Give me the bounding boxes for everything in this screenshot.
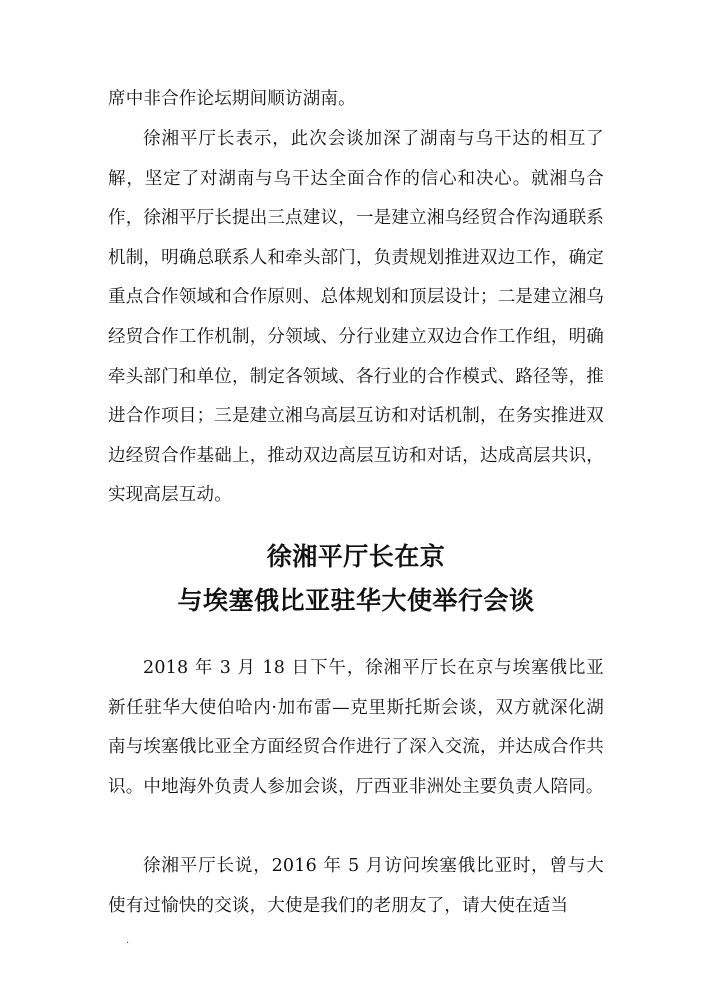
paragraph-ethiopia-visit: 徐湘平厅长说，2016 年 5 月访问埃塞俄比亚时，曾与大使有过愉快的交谈，大使是我们的老朋友了，请大使在适当 <box>108 856 604 916</box>
paragraph-hunan-uganda-proposals: 徐湘平厅长表示，此次会谈加深了湖南与乌干达的相互了解，坚定了对湖南与乌干达全面合作的信心和决心。就湘乌合作，徐湘平厅长提出三点建议，一是建立湘乌经贸合作沟通联系机制，明确总联系人和牵头部门，负责规划推进双边工作，确定重点合作领域和合作原则、总体规划和顶层设计；二是建立湘乌经贸合作工作机制，分领域、分行业建立双边合作工作组，明确牵头部门和单位，制定各领域、各行业的合作模式、路径等，推进合作项目；三是建立湘乌高层互访和对话机制，在务实推进双边经贸合作基础上，推动双边高层互访和对话，达成高层共识，实现高层互动。 <box>108 129 604 506</box>
article-title-line-1: 徐湘平厅长在京 <box>266 542 446 571</box>
paragraph-continuation: 席中非合作论坛期间顺访湖南。 <box>108 89 356 109</box>
paragraph-ethiopia-meeting: 2018 年 3 月 18 日下午，徐湘平厅长在京与埃塞俄比亚新任驻华大使伯哈内·加布雷—克里斯托斯会谈，双方就深化湖南与埃塞俄比亚全方面经贸合作进行了深入交流，并达成合作共识。中地海外负责人参加会谈，厅西亚非洲处主要负责人陪同。 <box>108 658 604 797</box>
footer-mark: . <box>126 935 130 946</box>
article-title-line-2: 与埃塞俄比亚驻华大使举行会谈 <box>177 586 535 615</box>
